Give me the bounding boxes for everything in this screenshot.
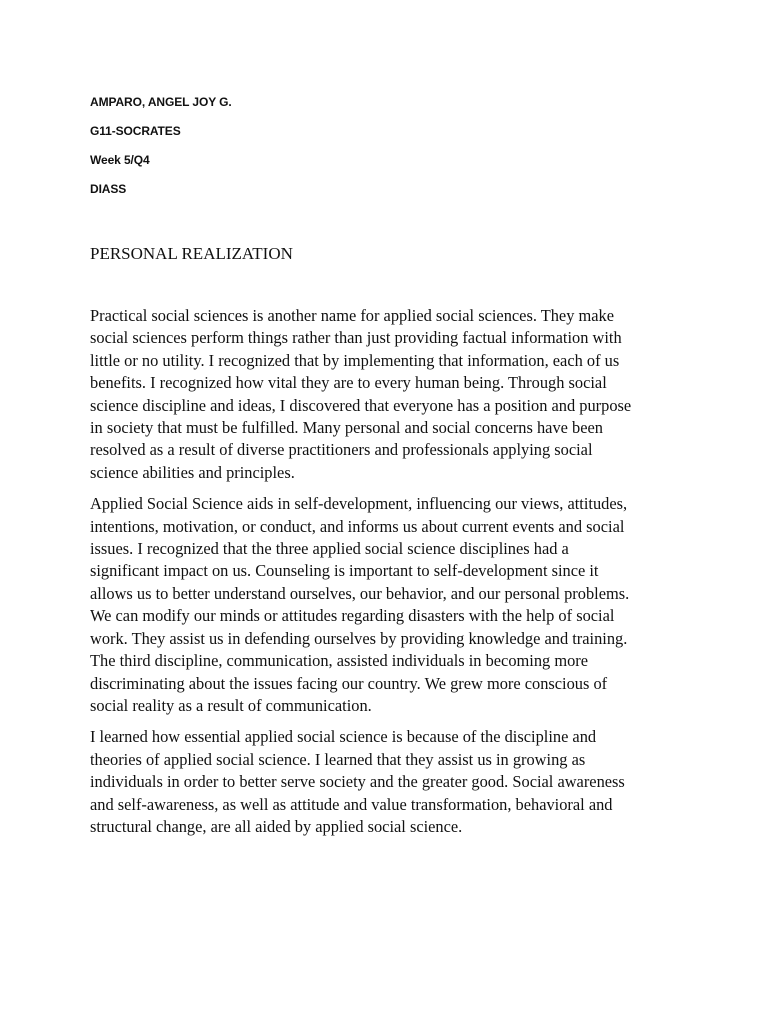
text-line: We can modify our minds or attitudes regarding disasters with the help of social — [90, 606, 615, 626]
text-line: Applied Social Science aids in self-development, influencing our views, attitudes, — [90, 494, 628, 514]
subject-name: DIASS — [90, 182, 127, 196]
student-header — [90, 94, 232, 210]
student-name: AMPARO, ANGEL JOY G. — [90, 95, 232, 109]
text-line: allows us to better understand ourselves, our behavior, and our personal problems. — [90, 583, 630, 603]
text-line: science discipline and ideas, I discovered that everyone has a position and purpose — [90, 395, 632, 415]
text-line: social sciences perform things rather than just providing factual information with — [90, 328, 622, 348]
document-body — [90, 305, 680, 847]
text-line: benefits. I recognized how vital they are to every human being. Through social — [90, 373, 607, 393]
text-line: significant impact on us. Counseling is important to self-development since it — [90, 561, 599, 581]
text-line: The third discipline, communication, assisted individuals in becoming more — [90, 651, 589, 671]
text-line: and self-awareness, as well as attitude and value transformation, behavioral and — [90, 794, 613, 814]
paragraph-2 — [90, 493, 680, 717]
text-line: Practical social sciences is another name for applied social sciences. They make — [90, 306, 614, 325]
paragraph-1 — [90, 305, 680, 484]
text-line: work. They assist us in defending ourselves by providing knowledge and training. — [90, 628, 628, 648]
week-quarter: Week 5/Q4 — [90, 153, 150, 167]
text-line: resolved as a result of diverse practitioners and professionals applying social — [90, 440, 593, 460]
text-line: individuals in order to better serve society and the greater good. Social awareness — [90, 772, 625, 792]
text-line: theories of applied social science. I learned that they assist us in growing as — [90, 749, 586, 769]
text-line: in society that must be fulfilled. Many personal and social concerns have been — [90, 418, 603, 438]
text-line: social reality as a result of communication. — [90, 695, 372, 715]
text-line: issues. I recognized that the three applied social science disciplines had a — [90, 539, 569, 559]
class-section: G11-SOCRATES — [90, 124, 181, 138]
text-line: I learned how essential applied social science is because of the discipline and — [90, 727, 597, 747]
text-line: discriminating about the issues facing our country. We grew more conscious of — [90, 673, 608, 693]
text-line: structural change, are all aided by applied social science. — [90, 816, 463, 836]
text-line: intentions, motivation, or conduct, and informs us about current events and social — [90, 516, 625, 536]
paragraph-3 — [90, 726, 680, 838]
text-line: science abilities and principles. — [90, 462, 295, 482]
document-title: PERSONAL REALIZATION — [90, 244, 293, 263]
text-line: little or no utility. I recognized that by implementing that information, each of us — [90, 350, 620, 370]
